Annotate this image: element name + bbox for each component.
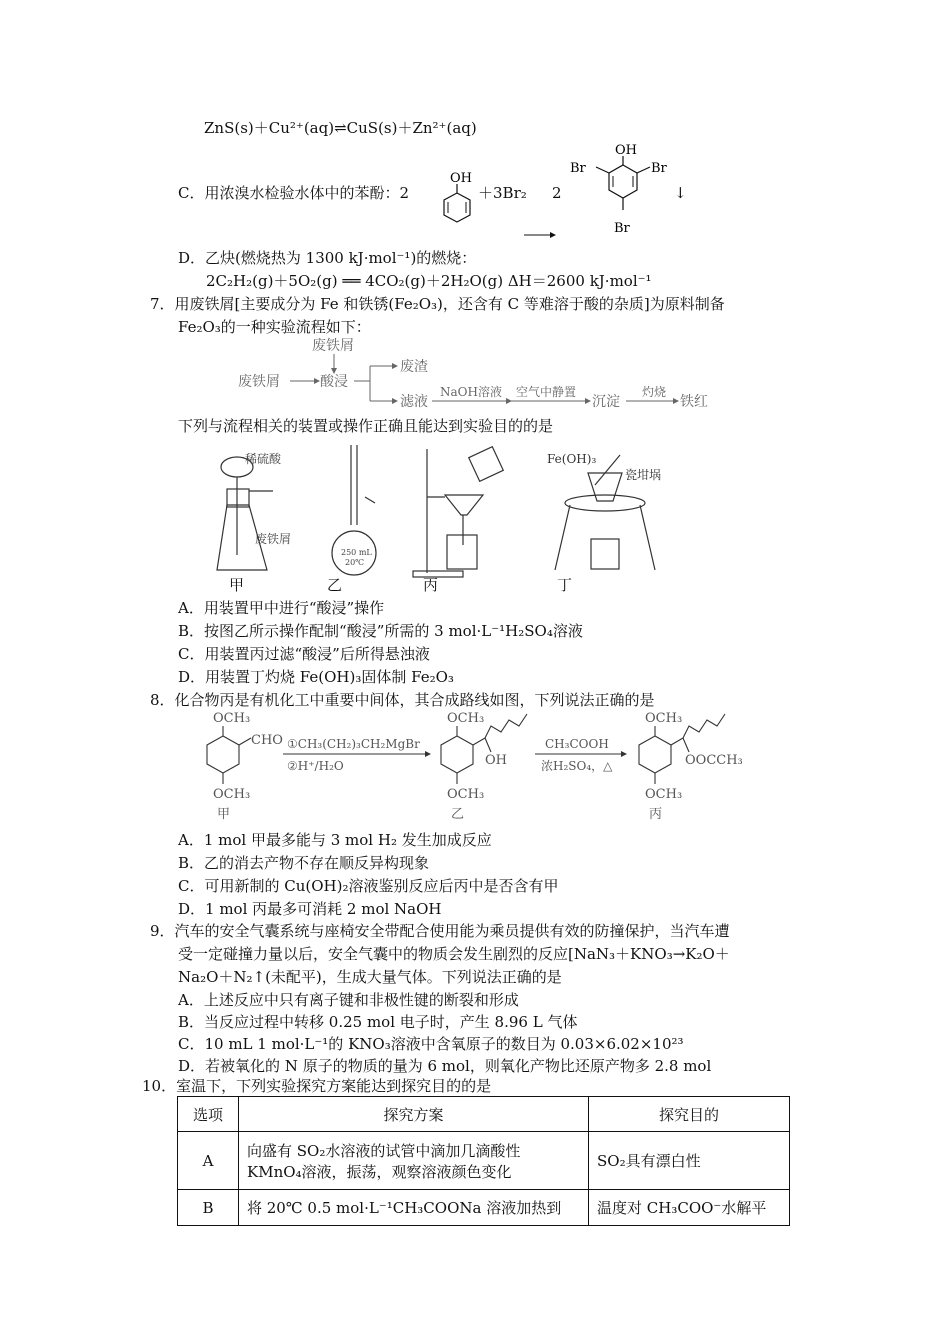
name-bing: 丙 [649,807,663,822]
bing-ester: OOCCH₃ [685,753,743,768]
row-b-plan: 将 20℃ 0.5 mol·L⁻¹CH₃COONa 溶液加热到 [239,1190,589,1226]
yi-ring [441,736,473,773]
tribromophenol-structure [520,140,690,240]
q6-option-c-coef: 2 [552,184,562,202]
flow-precip: 沉淀 [592,394,620,410]
header-goal: 探究目的 [589,1097,790,1132]
q7-option-c: C．用装置丙过滤“酸浸”后所得悬浊液 [178,645,430,663]
flow-burn: 灼烧 [642,385,667,399]
q9-stem-line1: 9．汽车的安全气囊系统与座椅安全带配合使用能为乘员提供有效的防撞保护，当汽车遭 [150,922,730,940]
name-yi: 乙 [451,807,465,822]
q10-stem: 10．室温下，下列实验探究方案能达到探究目的的是 [142,1077,492,1095]
q6-option-d-line1: D．乙炔(燃烧热为 1300 kJ·mol⁻¹)的燃烧： [178,249,477,267]
q9-option-b: B．当反应过程中转移 0.25 mol 电子时，产生 8.96 L 气体 [178,1013,578,1031]
label-jia: 甲 [229,576,245,594]
row-a-plan [239,1132,589,1190]
yi-flask-label: 250 mL [341,548,372,557]
row-b-option: B [178,1190,239,1226]
q7-option-a: A．用装置甲中进行“酸浸”操作 [178,599,385,617]
flow-top-input: 废铁屑 [312,338,354,354]
product-br-left: Br [570,161,586,176]
q8-stem: 8．化合物丙是有机化工中重要中间体，其合成路线如图，下列说法正确的是 [150,691,655,709]
flow-start: 废铁屑 [238,374,280,390]
step2-conditions: 浓H₂SO₄，△ [541,759,613,773]
row-a-plan-line2: KMnO₄溶液，振荡，观察溶液颜色变化 [247,1162,512,1181]
q7-stem-line1: 7．用废铁屑[主要成分为 Fe 和铁锈(Fe₂O₃)，还含有 C 等难溶于酸的杂质]为原料制备 [150,295,725,313]
phenol-structure [432,168,492,238]
bing-ring [639,736,671,773]
jia-acid-label: 稀硫酸 [245,452,282,466]
q8-option-d: D．1 mol 丙最多可消耗 2 mol NaOH [178,900,442,918]
q6-option-c-text: C．用浓溴水检验水体中的苯酚：2 [178,184,410,202]
q7-flowchart [230,334,730,414]
jia-cho: CHO [251,733,283,748]
jia-scrap-label: 废铁屑 [255,532,292,546]
label-ding: 丁 [557,576,573,594]
product-oh-label: OH [615,143,637,158]
q10-table [177,1096,790,1226]
q6-precipitate-arrow: ↓ [674,184,687,202]
ding-feoh-label: Fe(OH)₃ [547,452,597,466]
jia-och3-top: OCH₃ [213,711,251,726]
flow-product: 铁红 [680,394,708,410]
flow-naoh: NaOH溶液 [440,385,502,399]
bing-och3-bottom: OCH₃ [645,787,683,802]
step1-workup: ②H⁺/H₂O [287,759,344,773]
q9-stem-line2: 受一定碰撞力量以后，安全气囊中的物质会发生剧烈的反应[NaN₃＋KNO₃→K₂O＋ [178,945,730,963]
flow-acid: 酸浸 [320,374,348,390]
q9-option-a: A．上述反应中只有离子键和非极性键的断裂和形成 [178,991,519,1009]
jia-ring [207,736,239,773]
flow-filtrate: 滤液 [400,394,428,410]
row-b-goal: 温度对 CH₃COO⁻水解平 [589,1190,790,1226]
q7-apparatus-figure [205,445,705,595]
q7-stem-line3: 下列与流程相关的装置或操作正确且能达到实验目的的是 [178,417,554,435]
flow-air: 空气中静置 [516,385,577,399]
row-a-goal: SO₂具有漂白性 [589,1132,790,1190]
q6-option-c-plus: ＋3Br₂ [478,184,527,202]
row-a-plan-line1: 向盛有 SO₂水溶液的试管中滴加几滴酸性 [247,1141,521,1160]
label-bing: 丙 [423,576,439,594]
q6-option-d-equation: 2C₂H₂(g)＋5O₂(g) ══ 4CO₂(g)＋2H₂O(g) ΔH＝2600 kJ·mol⁻¹ [206,272,652,290]
q8-synthesis-scheme [195,706,795,826]
q7-option-d: D．用装置丁灼烧 Fe(OH)₃固体制 Fe₂O₃ [178,668,454,686]
q9-option-c: C．10 mL 1 mol·L⁻¹的 KNO₃溶液中含氧原子的数目为 0.03×6.02×10²³ [178,1035,684,1053]
q8-option-a: A．1 mol 甲最多能与 3 mol H₂ 发生加成反应 [178,831,492,849]
table-row [178,1132,790,1190]
jia-och3-bottom: OCH₃ [213,787,251,802]
q9-option-d: D．若被氧化的 N 原子的物质的量为 6 mol，则氧化产物比还原产物多 2.8 mol [178,1057,712,1075]
phenol-oh-label: OH [450,171,472,186]
q7-stem-line2: Fe₂O₃的一种实验流程如下： [178,318,371,336]
q6-equation-continuation: ZnS(s)＋Cu²⁺(aq)⇌CuS(s)＋Zn²⁺(aq) [204,119,477,137]
product-br-right: Br [651,161,667,176]
yi-oh: OH [485,753,507,768]
bing-och3-top: OCH₃ [645,711,683,726]
name-jia: 甲 [217,807,231,822]
yi-och3-top: OCH₃ [447,711,485,726]
yi-och3-bottom: OCH₃ [447,787,485,802]
header-option: 选项 [178,1097,239,1132]
step2-reagent: CH₃COOH [545,737,609,751]
apparatus-bing [413,447,503,577]
q8-option-c: C．可用新制的 Cu(OH)₂溶液鉴别反应后丙中是否含有甲 [178,877,559,895]
q7-option-b: B．按图乙所示操作配制“酸浸”所需的 3 mol·L⁻¹H₂SO₄溶液 [178,622,583,640]
step1-reagent: ①CH₃(CH₂)₃CH₂MgBr [287,737,420,751]
yi-temp-label: 20℃ [345,558,365,567]
q9-stem-line3: Na₂O＋N₂↑(未配平)，生成大量气体。下列说法正确的是 [178,968,562,986]
header-plan: 探究方案 [239,1097,589,1132]
ding-crucible-label: 瓷坩埚 [625,468,662,482]
flow-residue: 废渣 [400,359,428,375]
row-a-option: A [178,1132,239,1190]
q8-option-b: B．乙的消去产物不存在顺反异构现象 [178,854,430,872]
apparatus-jia [217,457,273,570]
table-header-row [178,1097,790,1132]
label-yi: 乙 [327,576,343,594]
product-br-bottom: Br [614,221,630,236]
table-row [178,1190,790,1226]
